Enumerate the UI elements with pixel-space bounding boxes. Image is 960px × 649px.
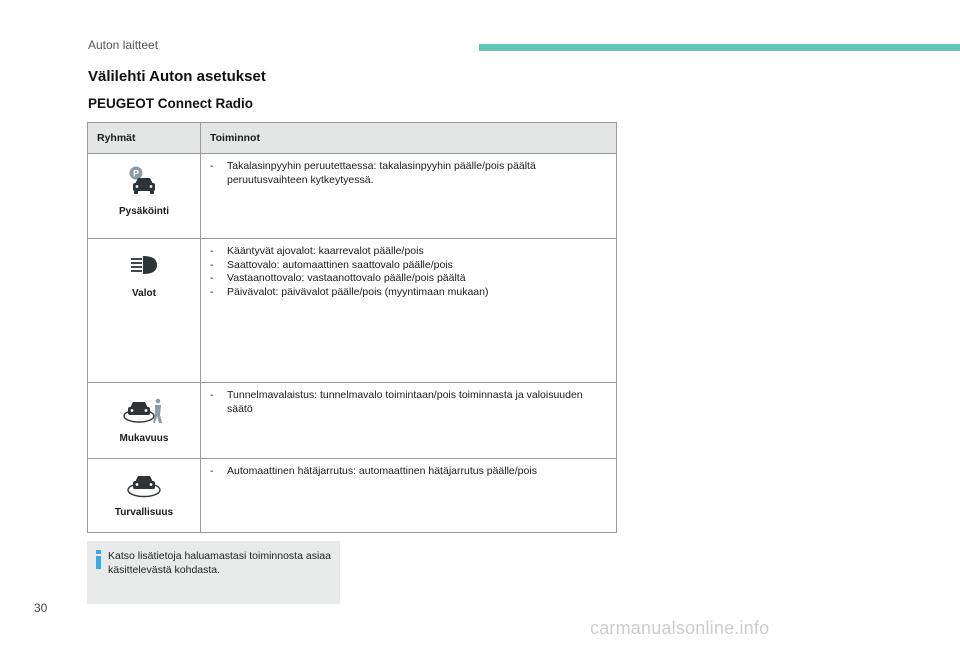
section-header: Auton laitteet — [88, 38, 159, 52]
info-icon — [95, 550, 103, 569]
function-item: - Automaattinen hätäjarrutus: automaattinen hätäjarrutus päälle/pois — [210, 465, 608, 479]
group-label: Valot — [132, 288, 156, 299]
function-item: - Vastaanottovalo: vastaanottovalo päälle/pois päältä — [210, 272, 608, 286]
group-cell — [88, 459, 201, 533]
car-comfort-icon — [122, 395, 166, 425]
functions-cell — [201, 239, 617, 383]
group-cell — [88, 239, 201, 383]
page-subtitle: PEUGEOT Connect Radio — [88, 96, 254, 111]
table-row — [88, 383, 617, 459]
info-note — [87, 541, 340, 604]
note-text: Katso lisätietoja haluamastasi toiminnosta asiaa käsittelevästä kohdasta. — [108, 550, 331, 576]
settings-table — [87, 122, 617, 533]
table-row — [88, 239, 617, 383]
group-cell — [88, 383, 201, 459]
watermark: carmanualsonline.info — [590, 618, 770, 638]
function-item: - Saattovalo: automaattinen saattovalo päälle/pois — [210, 259, 608, 273]
table-row — [88, 459, 617, 533]
function-item: - Tunnelmavalaistus: tunnelmavalo toimintaan/pois toiminnasta ja valoisuuden säätö — [210, 389, 608, 416]
group-label: Mukavuus — [119, 433, 169, 444]
functions-cell — [201, 154, 617, 239]
car-parking-icon — [127, 166, 161, 198]
function-item: - Päivävalot: päivävalot päälle/pois (myyntimaan mukaan) — [210, 286, 608, 300]
table-header-row — [88, 123, 617, 154]
page-number: 30 — [34, 601, 48, 615]
headlight-icon — [128, 254, 160, 276]
header-functions: Toiminnot — [201, 123, 617, 154]
svg-text:P: P — [132, 168, 140, 179]
table-row — [88, 154, 617, 239]
function-item: - Kääntyvät ajovalot: kaarrevalot päälle/pois — [210, 245, 608, 259]
group-cell — [88, 154, 201, 239]
page-title: Välilehti Auton asetukset — [88, 68, 266, 85]
header-groups: Ryhmät — [88, 123, 201, 154]
functions-cell — [201, 459, 617, 533]
car-safety-icon — [126, 471, 162, 499]
header-accent-bar — [479, 44, 960, 51]
functions-cell — [201, 383, 617, 459]
group-label: Turvallisuus — [114, 507, 174, 518]
function-item: - Takalasinpyyhin peruutettaessa: takalasinpyyhin päälle/pois päältä peruutusvaihteen kytkeytyessä. — [210, 160, 608, 187]
group-label: Pysäköinti — [118, 206, 170, 217]
